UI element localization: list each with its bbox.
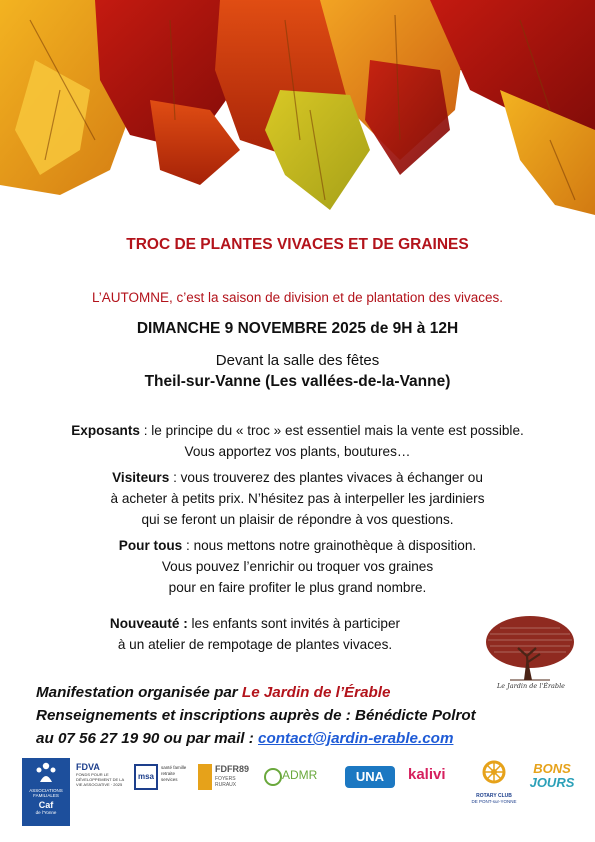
exposants-text-1: : le principe du « troc » est essentiel mais la vente est possible. [139,423,524,438]
organizer-phone: au 07 56 27 19 90 ou par mail : [36,730,259,747]
contact-email-link[interactable]: contact@jardin-erable.com [258,730,454,747]
fdva-logo: FDVA FONDS POUR LE DÉVELOPPEMENT DE LA VIE ASSOCIATIVE · 2025 [76,762,124,787]
event-subtitle: L’AUTOMNE, c’est la saison de division et de plantation des vivaces. [92,290,503,305]
family-icon [34,761,58,783]
kalivi-logo: kalivi [408,766,446,783]
organizer-line-1 [36,684,390,701]
jardin-erable-tree-logo [484,612,576,692]
exposants-text-2: Vous apportez vos plants, boutures… [184,444,411,459]
rotary-club-logo: ROTARY CLUB DE PONT-sur-YONNE [468,760,520,826]
pourtous-label: Pour tous [118,538,183,553]
caf-udaf-logo: ASSOCIATIONS FAMILIALES Caf de l'Yonne [22,758,70,826]
msa-logo: msa santé famille retraite services [134,764,190,794]
nouveaute-label: Nouveauté : [109,616,188,631]
una-logo: UNA [345,766,395,788]
tree-logo-caption: Le Jardin de l'Érable [496,682,566,690]
nouveaute-text-2: à un atelier de rempotage de plantes vivaces. [117,637,393,652]
visiteurs-section [0,467,595,530]
pourtous-text-2: Vous pouvez l’enrichir ou troquer vos graines [161,559,434,574]
bons-jours-logo: BONS JOURS [529,761,575,790]
exposants-label: Exposants [71,423,140,438]
organizer-name: Le Jardin de l’Érable [241,684,391,701]
pourtous-text-1: : nous mettons notre grainothèque à disposition. [182,538,477,553]
admr-logo: ADMR [264,766,324,790]
autumn-leaves-banner [0,0,595,225]
event-date: DIMANCHE 9 NOVEMBRE 2025 de 9H à 12H [136,320,459,337]
nouveaute-section [60,613,450,655]
organizer-line-3 [36,730,453,747]
nouveaute-text-1: les enfants sont invités à participer [187,616,401,631]
rotary-wheel-icon [482,760,506,784]
pourtous-text-3: pour en faire profiter le plus grand nombre. [168,580,427,595]
venue-line-2: Theil-sur-Vanne (Les vallées-de-la-Vanne) [144,373,451,390]
pourtous-section [0,535,595,598]
fdfr89-logo: FDFR89 FOYERS RURAUX [198,764,256,796]
organizer-line-2: Renseignements et inscriptions auprès de : Bénédicte Polrot [36,707,476,724]
visiteurs-text-1: : vous trouverez des plantes vivaces à échanger ou [169,470,483,485]
venue-line-1: Devant la salle des fêtes [215,352,380,369]
event-title: TROC DE PLANTES VIVACES ET DE GRAINES [126,236,469,253]
visiteurs-label: Visiteurs [112,470,170,485]
visiteurs-text-3: qui se feront un plaisir de répondre à vos questions. [141,512,454,527]
exposants-section [0,420,595,462]
organizer-prefix: Manifestation organisée par [36,684,242,701]
visiteurs-text-2: à acheter à petits prix. N’hésitez pas à interpeller les jardiniers [110,491,485,506]
